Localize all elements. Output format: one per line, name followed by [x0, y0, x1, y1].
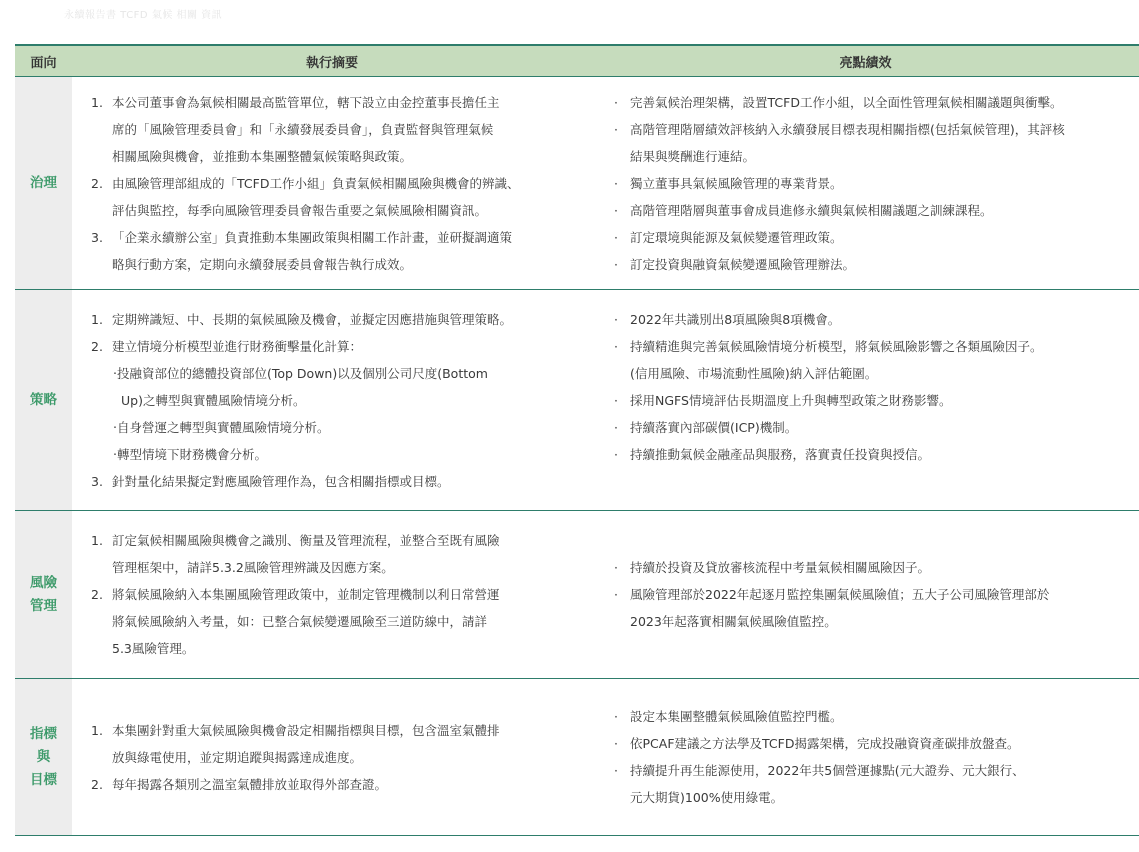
text-line: 完善氣候治理架構，設置TCFD工作小組，以全面性管理氣候相關議題與衝擊。	[630, 94, 1063, 110]
list-item	[91, 771, 591, 798]
bullet-item	[614, 757, 1135, 811]
highlights-cell	[592, 290, 1139, 510]
text-line: 席的「風險管理委員會」和「永續發展委員會」，負責監督與管理氣候	[112, 121, 494, 137]
bullet-item	[614, 333, 1135, 387]
text-line: 每年揭露各類別之溫室氣體排放並取得外部查證。	[112, 776, 388, 792]
item-number: 1.	[91, 94, 103, 110]
table-row-strategy	[15, 289, 1139, 510]
bullet-icon: ·	[614, 420, 618, 435]
list-item	[91, 717, 591, 771]
bullet-item	[614, 170, 1135, 197]
bullet-icon: ·	[614, 587, 618, 602]
list-item	[91, 527, 591, 581]
item-number: 3.	[91, 473, 103, 489]
text-line: 本公司董事會為氣候相關最高監管單位，轄下設立由金控董事長擔任主	[112, 94, 500, 110]
item-number: 1.	[91, 311, 103, 327]
bullet-item	[614, 116, 1135, 170]
text-line: 「企業永續辦公室」負責推動本集團政策與相關工作計畫，並研擬調適策	[112, 229, 513, 245]
item-number: 2.	[91, 175, 103, 191]
text-line: 評估與監控，每季向風險管理委員會報告重要之氣候風險相關資訊。	[112, 202, 488, 218]
aspect-text	[30, 723, 57, 792]
text-line: 訂定投資與融資氣候變遷風險管理辦法。	[630, 256, 856, 272]
text-line: 本集團針對重大氣候風險與機會設定相關指標與目標，包含溫室氣體排	[112, 722, 500, 738]
item-number: 3.	[91, 229, 103, 245]
summary-cell	[72, 290, 592, 510]
item-number: 2.	[91, 776, 103, 792]
bullet-icon: ·	[614, 339, 618, 354]
sub-item-text: ‧自身營運之轉型與實體風險情境分析。	[113, 419, 330, 435]
text-line: 將氣候風險納入考量，如：已整合氣候變遷風險至三道防線中，請詳	[112, 614, 488, 629]
text-line: 訂定氣候相關風險與機會之識別、衡量及管理流程，並整合至既有風險	[112, 533, 500, 548]
summary-cell	[72, 77, 592, 289]
bullet-item	[614, 703, 1135, 730]
list-item	[91, 170, 591, 224]
faint-header-text: 永續報告書 TCFD 氣候 相關 資訊	[64, 10, 223, 21]
bullet-icon: ·	[614, 560, 618, 575]
aspect-text: 策略	[30, 391, 57, 408]
aspect-label	[15, 290, 72, 510]
text-line: 相關風險與機會，並推動本集團整體氣候策略與政策。	[112, 148, 413, 164]
header-aspect: 面向	[30, 55, 57, 71]
text-line: 持續於投資及貸放審核流程中考量氣候相關風險因子。	[630, 560, 931, 575]
text-line: 高階管理階層績效評核納入永續發展目標表現相關指標(包括氣候管理)，其評核	[630, 121, 1065, 137]
list-item	[91, 306, 591, 333]
bullet-item	[614, 581, 1135, 635]
table-row-risk-management	[15, 510, 1139, 678]
tcfd-table	[15, 44, 1139, 836]
text-line: 由風險管理部組成的「TCFD工作小組」負責氣候相關風險與機會的辨識、	[112, 175, 520, 191]
bullet-icon: ·	[614, 256, 618, 272]
bullet-icon: ·	[614, 312, 618, 327]
bullet-icon: ·	[614, 229, 618, 245]
bullet-icon: ·	[614, 736, 618, 751]
text-line: 訂定環境與能源及氣候變遷管理政策。	[630, 229, 843, 245]
aspect-line: 目標	[30, 771, 57, 788]
bullet-item	[614, 387, 1135, 414]
bullet-icon: ·	[614, 202, 618, 218]
text-line: 5.3風險管理。	[112, 641, 195, 656]
bullet-item	[614, 224, 1135, 251]
bullet-item	[614, 414, 1135, 441]
item-number: 1.	[91, 722, 103, 738]
text-line: 設定本集團整體氣候風險值監控門檻。	[630, 709, 843, 724]
bullet-item	[614, 730, 1135, 757]
table-row-metrics-targets	[15, 678, 1139, 835]
bullet-item	[614, 554, 1135, 581]
text-line: 依PCAF建議之方法學及TCFD揭露架構，完成投融資資產碳排放盤查。	[630, 736, 1020, 751]
aspect-label	[15, 77, 72, 289]
item-number: 2.	[91, 338, 103, 354]
text-line: 風險管理部於2022年起逐月監控集團氣候風險值；五大子公司風險管理部於	[630, 587, 1050, 602]
aspect-line: 管理	[30, 597, 57, 614]
text-line: 管理框架中，請詳5.3.2風險管理辨識及因應方案。	[112, 560, 394, 575]
text-line: 結果與獎酬進行連結。	[630, 148, 756, 164]
table-header	[15, 44, 1139, 76]
item-text	[112, 170, 591, 224]
text-line: 持續提升再生能源使用，2022年共5個營運據點(元大證券、元大銀行、	[630, 763, 1025, 778]
bullet-item	[614, 197, 1135, 224]
text-line: 持續落實內部碳價(ICP)機制。	[630, 420, 798, 435]
text-line: 高階管理階層與董事會成員進修永續與氣候相關議題之訓練課程。	[630, 202, 993, 218]
aspect-line: 風險	[30, 574, 57, 591]
table-row-governance	[15, 76, 1139, 289]
header-highlights: 亮點績效	[839, 55, 892, 71]
aspect-text	[30, 572, 57, 618]
sub-item-text: ‧投融資部位的總體投資部位(Top Down)以及個別公司尺度(Bottom	[113, 365, 488, 381]
sub-item-text: ‧轉型情境下財務機會分析。	[113, 446, 267, 462]
list-item	[91, 333, 591, 360]
item-number: 1.	[91, 533, 103, 548]
summary-cell	[72, 679, 592, 835]
bullet-icon: ·	[614, 709, 618, 724]
text-line: 建立情境分析模型並進行財務衝擊量化計算：	[112, 338, 363, 354]
item-text	[112, 224, 591, 278]
item-text	[112, 89, 591, 170]
text-line: 2022年共識別出8項風險與8項機會。	[630, 312, 841, 327]
list-item	[91, 581, 591, 662]
aspect-text: 治理	[30, 174, 57, 191]
highlights-cell	[592, 511, 1139, 678]
highlights-cell	[592, 679, 1139, 835]
highlights-cell	[592, 77, 1139, 289]
text-line: 獨立董事具氣候風險管理的專業背景。	[630, 175, 843, 191]
bullet-item	[614, 306, 1135, 333]
text-line: 採用NGFS情境評估長期溫度上升與轉型政策之財務影響。	[630, 393, 952, 408]
summary-cell	[72, 511, 592, 678]
text-line: 將氣候風險納入本集團風險管理政策中，並制定管理機制以利日常營運	[112, 587, 500, 602]
aspect-line: 指標	[30, 725, 57, 742]
bullet-icon: ·	[614, 447, 618, 462]
bullet-icon: ·	[614, 121, 618, 137]
text-line: 針對量化結果擬定對應風險管理作為，包含相關指標或目標。	[112, 473, 450, 489]
text-line: 元大期貨)100%使用綠電。	[630, 790, 784, 805]
text-line: (信用風險、市場流動性風險)納入評估範圍。	[630, 366, 878, 381]
text-line: 略與行動方案，定期向永續發展委員會報告執行成效。	[112, 256, 413, 272]
bullet-icon: ·	[614, 393, 618, 408]
text-line: 2023年起落實相關氣候風險值監控。	[630, 614, 837, 629]
text-line: 持續精進與完善氣候風險情境分析模型，將氣候風險影響之各類風險因子。	[630, 339, 1043, 354]
sub-item-text: Up)之轉型與實體風險情境分析。	[121, 392, 306, 408]
bullet-item	[614, 441, 1135, 468]
list-item	[91, 224, 591, 278]
item-number: 2.	[91, 587, 103, 602]
bullet-icon: ·	[614, 175, 618, 191]
list-item	[91, 89, 591, 170]
text-line: 放與綠電使用，並定期追蹤與揭露達成進度。	[112, 749, 363, 765]
aspect-line: 與	[36, 748, 51, 765]
text-line: 定期辨識短、中、長期的氣候風險及機會，並擬定因應措施與管理策略。	[112, 311, 513, 327]
bullet-item	[614, 251, 1135, 278]
bullet-icon: ·	[614, 763, 618, 778]
aspect-label	[15, 679, 72, 835]
bullet-icon: ·	[614, 94, 618, 110]
bullet-item	[614, 89, 1135, 116]
list-item	[91, 468, 591, 495]
text-line: 持續推動氣候金融產品與服務，落實責任投資與授信。	[630, 447, 931, 462]
header-summary: 執行摘要	[305, 55, 358, 71]
aspect-label	[15, 511, 72, 678]
